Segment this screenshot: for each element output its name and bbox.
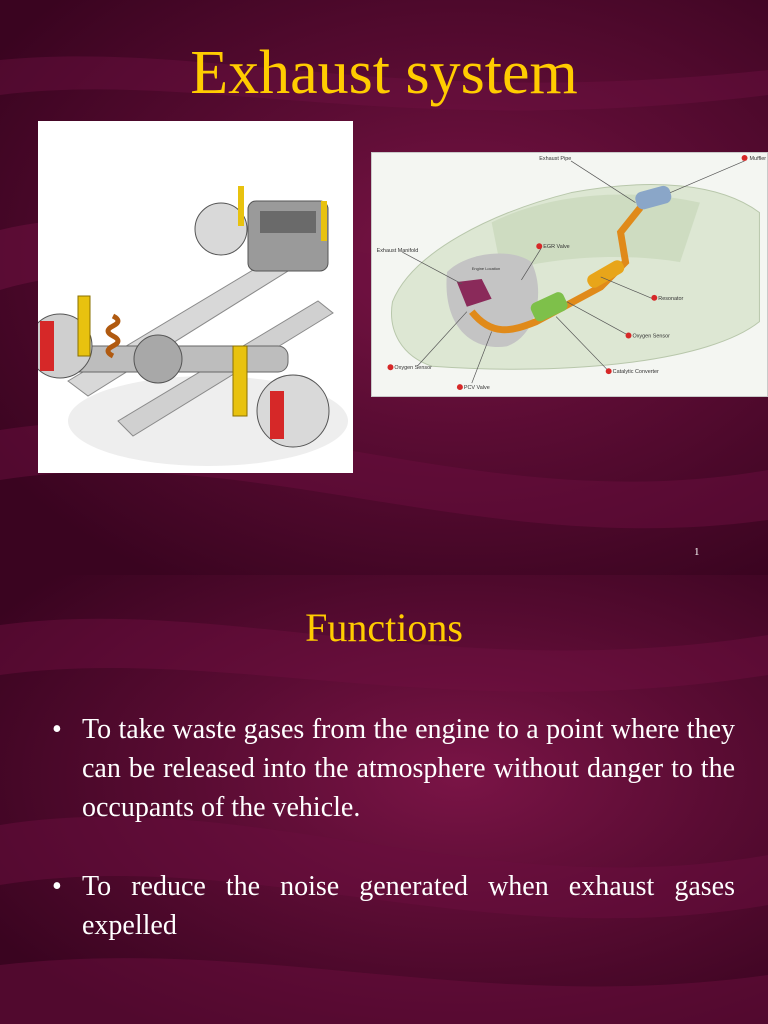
exhaust-diagram xyxy=(372,153,767,396)
label-oxygen-sensor-left: Oxygen Sensor xyxy=(394,365,432,372)
bullet-text: To take waste gases from the engine to a point where they can be released into the atmosphere without danger to the occupants of the vehicle. xyxy=(82,714,735,823)
bullet-item xyxy=(50,710,735,827)
slide-2 xyxy=(0,575,768,1024)
exhaust-diagram-image xyxy=(371,152,768,397)
bullet-list xyxy=(50,710,735,985)
label-muffler: Muffler xyxy=(749,155,767,162)
label-pcv-valve: PCV Valve xyxy=(463,385,490,392)
label-resonator: Resonator xyxy=(658,295,684,302)
section-title: Functions xyxy=(305,605,463,650)
label-exhaust-manifold: Exhaust Manifold xyxy=(376,248,419,255)
bullet-dot: • xyxy=(52,714,62,745)
bullet-dot: • xyxy=(52,871,62,902)
label-engine-location: Engine Location xyxy=(471,266,501,272)
label-egr-valve: EGR Valve xyxy=(543,244,570,251)
label-oxygen-sensor-right: Oxygen Sensor xyxy=(632,333,670,340)
page-number: 1 xyxy=(694,546,700,558)
slide-title: Exhaust system xyxy=(190,39,578,107)
bullet-item xyxy=(50,867,735,945)
chassis-illustration xyxy=(38,121,353,473)
label-exhaust-pipe: Exhaust Pipe xyxy=(539,155,572,162)
bullet-text: To reduce the noise generated when exhaust gases expelled xyxy=(82,871,735,941)
chassis-image xyxy=(38,121,353,473)
label-catalytic-converter: Catalytic Converter xyxy=(612,369,659,376)
